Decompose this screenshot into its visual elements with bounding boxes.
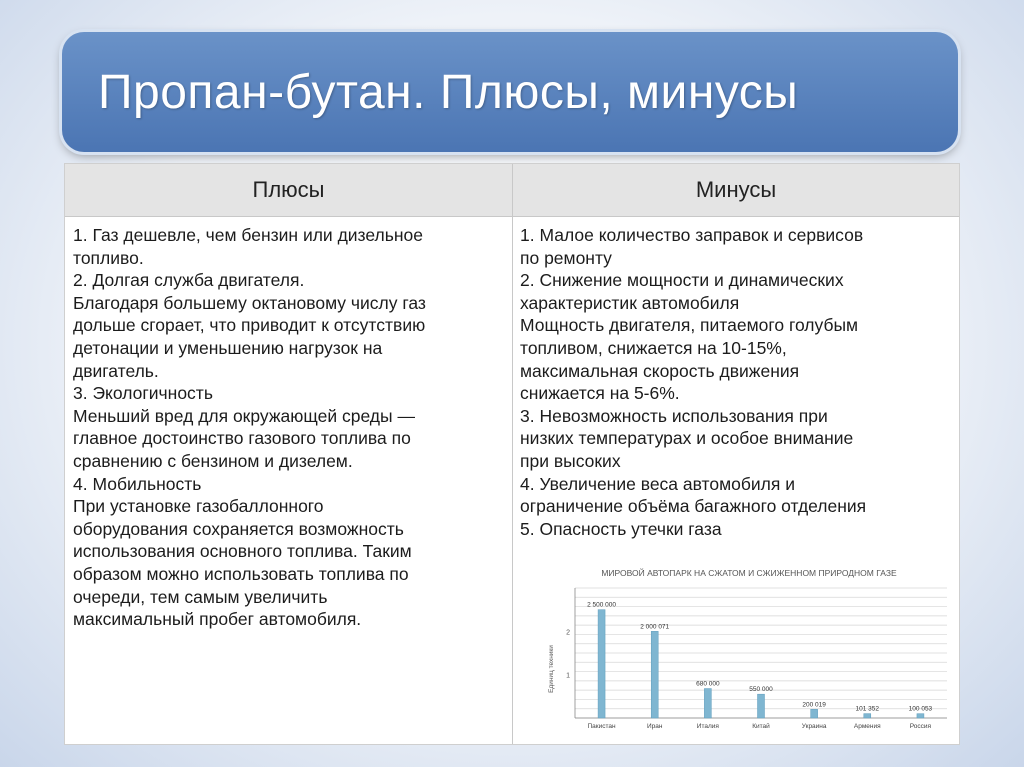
pros-line: сравнению с бензином и дизелем.	[73, 450, 353, 471]
chart-category-label: Иран	[646, 723, 663, 730]
cons-line: характеристик автомобиля	[520, 292, 740, 313]
pros-line: Меньший вред для окружающей среды —	[73, 405, 415, 426]
pros-line: детонации и уменьшению нагрузок на	[73, 337, 383, 358]
pros-line: 3. Экологичность	[73, 383, 213, 404]
pros-line: двигатель.	[73, 360, 159, 381]
chart-value-label: 550 000	[749, 686, 773, 694]
pros-column	[73, 224, 503, 631]
pros-line: образом можно использовать топлива по	[73, 563, 409, 584]
pros-line: При установке газобаллонного	[73, 496, 324, 517]
cons-line: максимальная скорость движения	[520, 360, 800, 381]
chart-ylabel: Единиц техники	[548, 645, 555, 693]
chart-value-label: 2 500 000	[587, 601, 617, 609]
gas-vehicle-fleet-chart	[543, 564, 955, 734]
cons-line: 1. Малое количество заправок и сервисов	[520, 225, 864, 245]
chart-category-label: Пакистан	[587, 723, 616, 730]
pros-line: использования основного топлива. Таким	[73, 541, 412, 562]
slide-title: Пропан-бутан. Плюсы, минусы	[98, 65, 799, 119]
chart-category-label: Италия	[696, 723, 719, 730]
cons-line: по ремонту	[520, 247, 612, 268]
chart-title: МИРОВОЙ АВТОПАРК НА СЖАТОМ И СЖИЖЕННОМ ПРИРОДНОМ ГАЗЕ	[601, 568, 897, 578]
title-banner	[62, 32, 958, 152]
cons-line: Мощность двигателя, питаемого голубым	[520, 315, 859, 336]
pros-line: оборудования сохраняется возможность	[73, 518, 404, 539]
chart-category-label: Украина	[801, 723, 827, 730]
cons-line: снижается на 5-6%.	[520, 383, 680, 404]
chart-category-label: Китай	[752, 723, 770, 730]
cons-line: при высоких	[520, 450, 621, 471]
chart-y-tick-label: 1	[566, 672, 570, 680]
chart-bar	[598, 610, 605, 718]
pros-line: 4. Мобильность	[73, 473, 202, 494]
pros-line: очереди, тем самым увеличить	[73, 586, 328, 607]
pros-line: 1. Газ дешевле, чем бензин или дизельное	[73, 225, 423, 245]
cons-line: низких температурах и особое внимание	[520, 428, 854, 449]
pros-cons-table	[64, 163, 960, 745]
chart-bar	[864, 714, 871, 718]
chart-bar	[704, 689, 711, 718]
chart-bar	[758, 694, 765, 718]
cons-header: Минусы	[695, 177, 777, 202]
cons-line: 5. Опасность утечки газа	[520, 518, 722, 539]
chart-category-label: Россия	[909, 723, 932, 730]
cons-line: 3. Невозможность использования при	[520, 405, 828, 426]
chart-bar	[811, 709, 818, 718]
cons-line: 4. Увеличение веса автомобиля и	[520, 473, 795, 494]
chart-category-label: Армения	[853, 723, 881, 730]
pros-line: Благодаря большему октановому числу газ	[73, 292, 426, 313]
cons-line: 2. Снижение мощности и динамических	[520, 270, 844, 291]
pros-line: топливо.	[73, 247, 144, 268]
cons-line: ограничение объёма багажного отделения	[520, 496, 867, 517]
chart-value-label: 101 352	[855, 705, 880, 713]
pros-line: максимальный пробег автомобиля.	[73, 609, 362, 630]
chart-value-label: 100 053	[908, 705, 933, 713]
cons-line: топливом, снижается на 10-15%,	[520, 337, 787, 358]
cons-column	[520, 224, 952, 540]
pros-header: Плюсы	[252, 177, 325, 202]
chart-bar	[917, 714, 924, 718]
pros-line: главное достоинство газового топлива по	[73, 428, 411, 449]
pros-line: 2. Долгая служба двигателя.	[73, 270, 305, 291]
chart-value-label: 200 019	[802, 701, 826, 709]
column-divider	[512, 164, 513, 744]
chart-value-label: 2 000 071	[640, 623, 670, 631]
pros-line: дольше сгорает, что приводит к отсутствию	[73, 315, 426, 336]
chart-grid	[566, 588, 947, 718]
chart-y-tick-label: 2	[566, 629, 570, 637]
chart-value-label: 680 000	[696, 680, 720, 688]
chart-bar	[651, 631, 658, 718]
chart-bars	[587, 602, 932, 730]
